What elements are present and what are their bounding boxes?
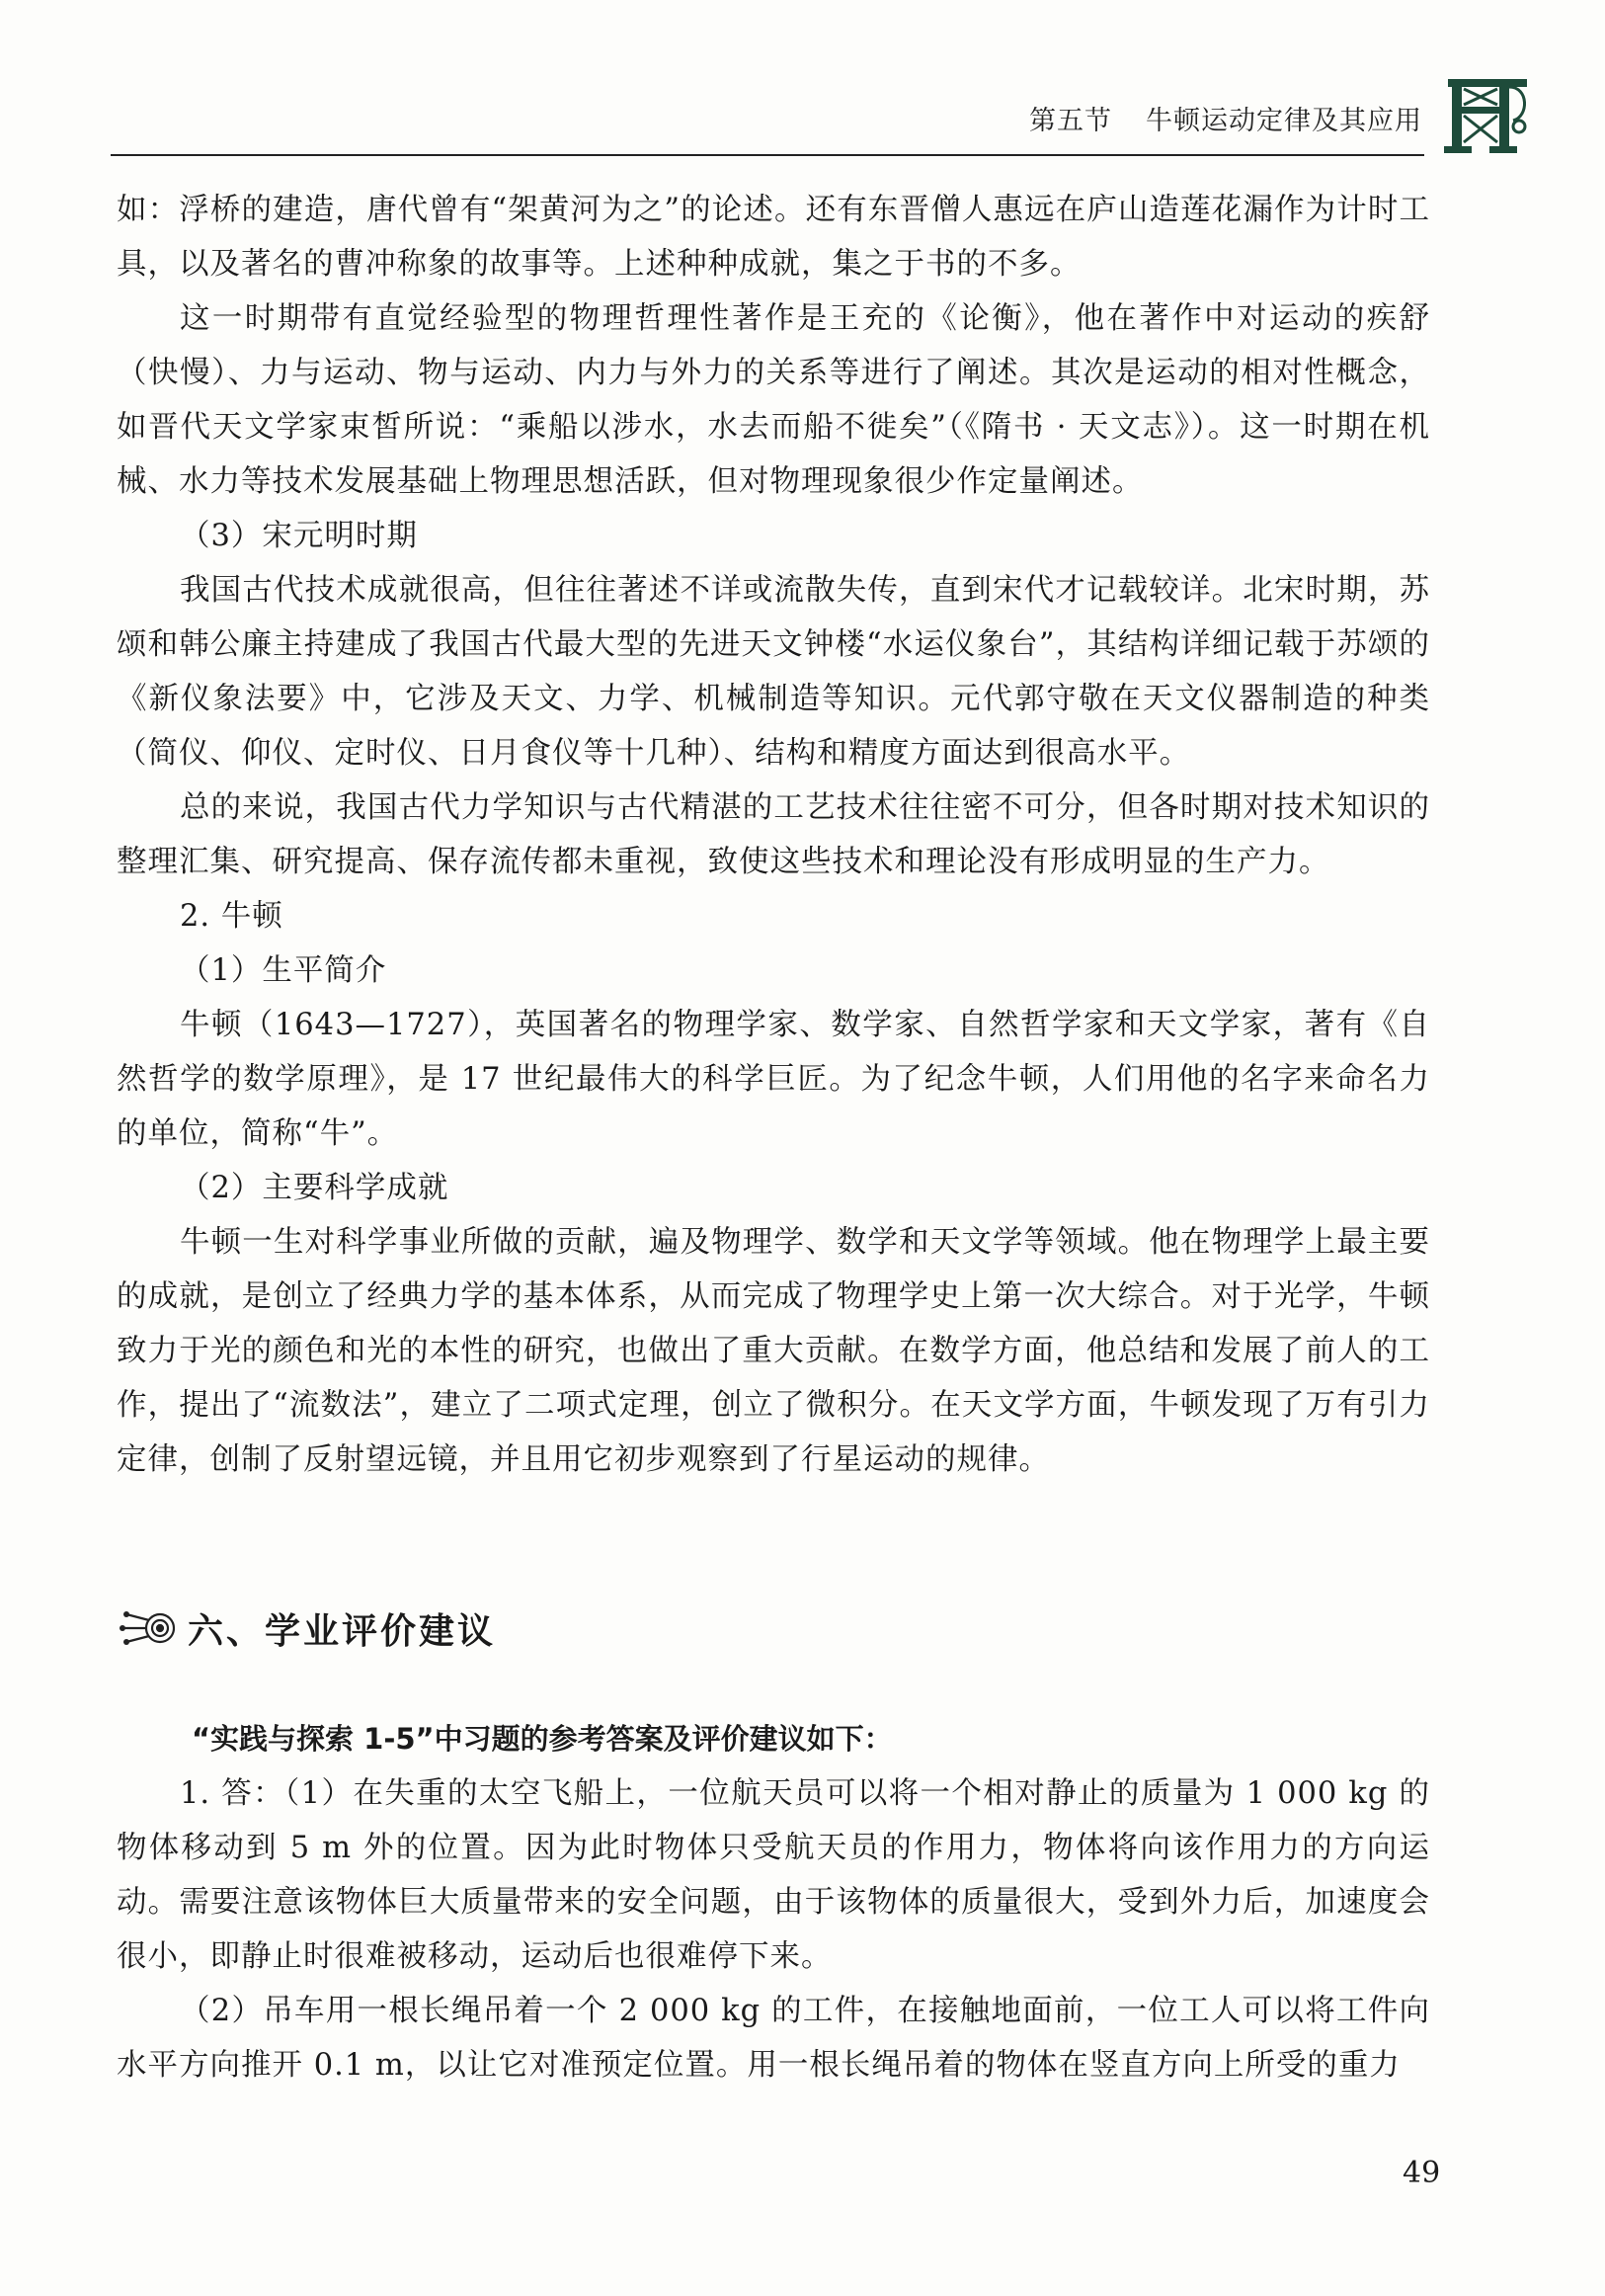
running-header: [111, 95, 1424, 156]
paragraph: 牛顿（1643—1727），英国著名的物理学家、数学家、自然哲学家和天文学家，著有《自然哲学的数学原理》，是 17 世纪最伟大的科学巨匠。为了纪念牛顿，人们用他的名字来命名力的单位，简称“牛”。: [117, 1008, 1430, 1151]
chapter-logo-icon: [1442, 71, 1533, 156]
paragraph: 我国古代技术成就很高，但往往著述不详或流散失传，直到宋代才记载较详。北宋时期，苏颂和韩公廉主持建成了我国古代最大型的先进天文钟楼“水运仪象台”，其结构详细记载于苏颂的《新仪象法要》中，它涉及天文、力学、机械制造等知识。元代郭守敬在天文仪器制造的种类（简仪、仰仪、定时仪、日月食仪等十几种）、结构和精度方面达到很高水平。: [117, 573, 1430, 771]
paragraph: 如：浮桥的建造，唐代曾有“架黄河为之”的论述。还有东晋僧人惠远在庐山造莲花漏作为计时工具，以及著名的曹冲称象的故事等。上述种种成就，集之于书的不多。: [117, 193, 1430, 282]
header-title: 牛顿运动定律及其应用: [1146, 106, 1422, 136]
paragraph: 这一时期带有直觉经验型的物理哲理性著作是王充的《论衡》，他在著作中对运动的疾舒（快慢）、力与运动、物与运动、内力与外力的关系等进行了阐述。其次是运动的相对性概念，如晋代天文学家束皙所说：“乘船以涉水，水去而船不徙矣”（《隋书 · 天文志》）。这一时期在机械、水力等技术发展基础上物理思想活跃，但对物理现象很少作定量阐述。: [117, 301, 1430, 499]
subheading: （2）主要科学成就: [180, 1171, 449, 1205]
exercise-answers: [117, 1712, 1430, 2092]
subheading: 2. 牛顿: [180, 899, 283, 934]
body-text: [117, 183, 1430, 1487]
section-heading: [117, 1599, 496, 1658]
exercise-intro: “实践与探索 1-5”中习题的参考答案及评价建议如下：: [192, 1722, 893, 1756]
section-title: 六、学业评价建议: [188, 1610, 497, 1652]
paragraph: 总的来说，我国古代力学知识与古代精湛的工艺技术往往密不可分，但各时期对技术知识的整理汇集、研究提高、保存流传都未重视，致使这些技术和理论没有形成明显的生产力。: [117, 790, 1430, 879]
ornament-icon: [117, 1606, 178, 1650]
subheading: （3）宋元明时期: [180, 519, 418, 553]
answer-paragraph: （2）吊车用一根长绳吊着一个 2 000 kg 的工件，在接触地面前，一位工人可以将工件向水平方向推开 0.1 m，以让它对准预定位置。用一根长绳吊着的物体在竖直方向上所受的重力: [117, 1994, 1430, 2083]
subheading: （1）生平简介: [180, 953, 387, 988]
header-section: 第五节: [1029, 106, 1112, 136]
paragraph: 牛顿一生对科学事业所做的贡献，遍及物理学、数学和天文学等领域。他在物理学上最主要的成就，是创立了经典力学的基本体系，从而完成了物理学史上第一次大综合。对于光学，牛顿致力于光的颜色和光的本性的研究，也做出了重大贡献。在数学方面，他总结和发展了前人的工作，提出了“流数法”，建立了二项式定理，创立了微积分。在天文学方面，牛顿发现了万有引力定律，创制了反射望远镜，并且用它初步观察到了行星运动的规律。: [117, 1225, 1430, 1477]
answer-paragraph: 1. 答：（1）在失重的太空飞船上，一位航天员可以将一个相对静止的质量为 1 000 kg 的物体移动到 5 m 外的位置。因为此时物体只受航天员的作用力，物体将向该作用力的方向运动。需要注意该物体巨大质量带来的安全问题，由于该物体的质量很大，受到外力后，加速度会很小，即静止时很难被移动，运动后也很难停下来。: [117, 1776, 1430, 1974]
page-number: 49: [1403, 2156, 1441, 2190]
header-text: [1029, 99, 1422, 137]
